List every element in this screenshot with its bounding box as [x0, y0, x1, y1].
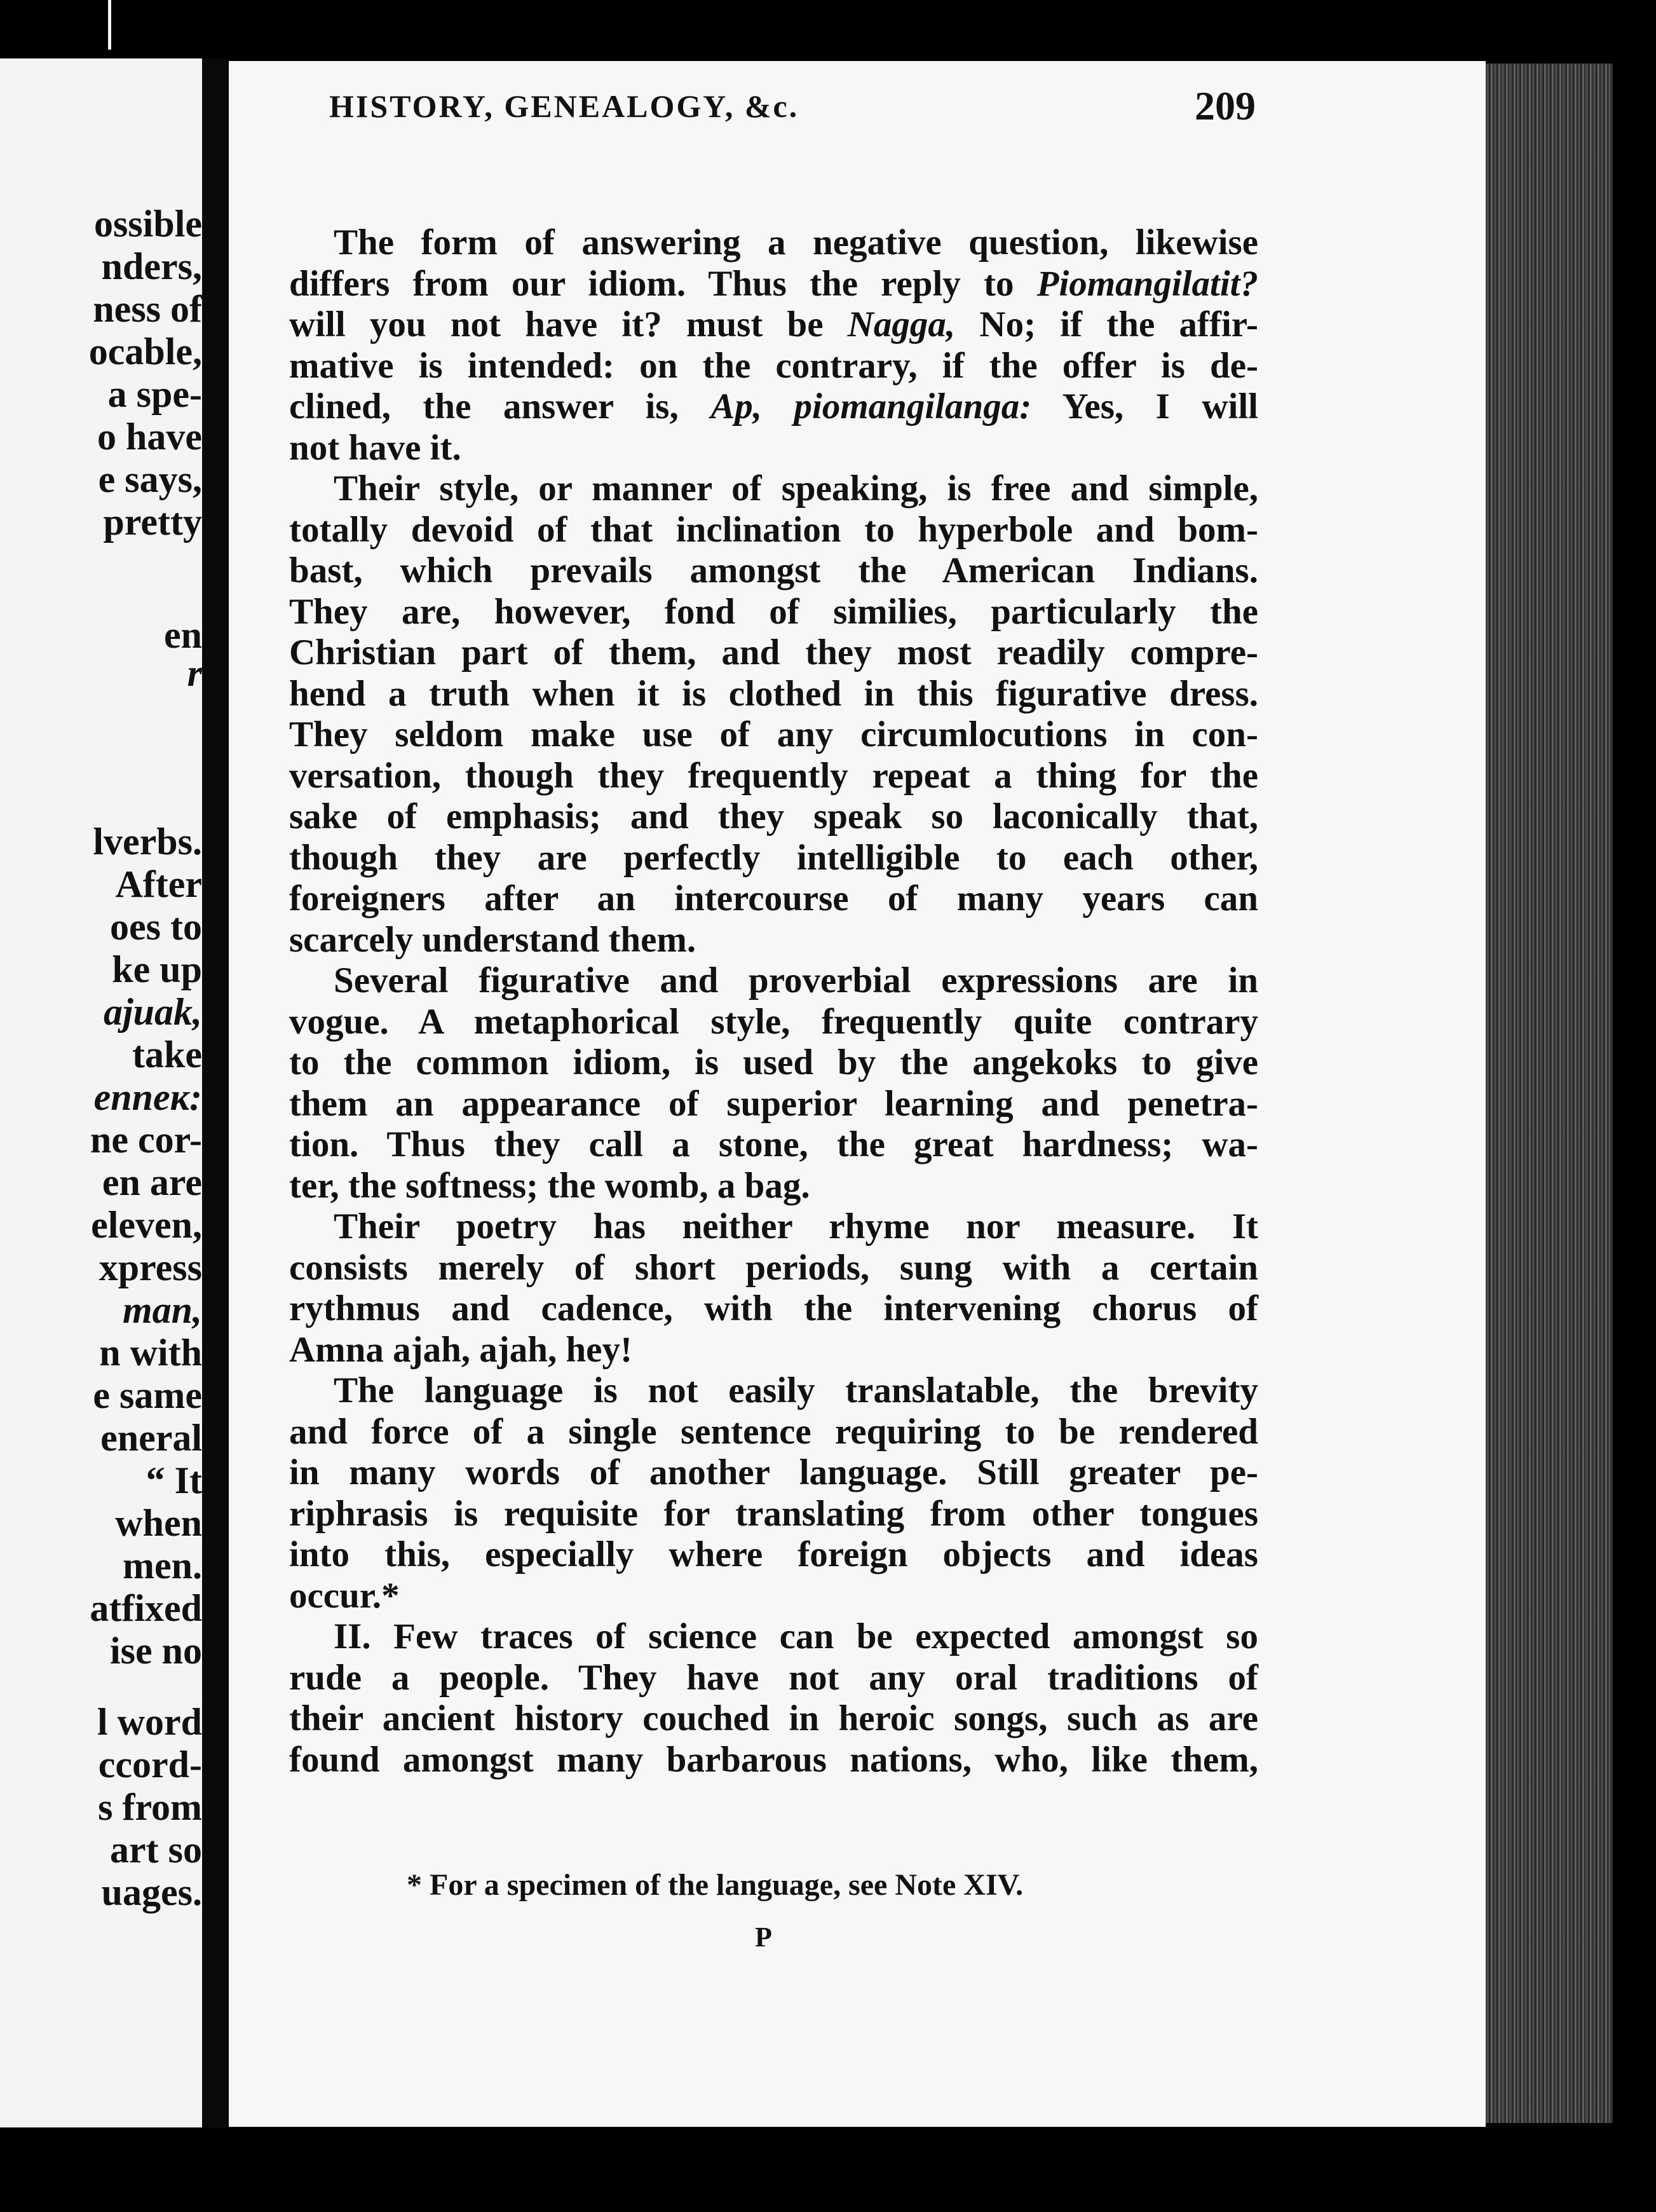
left-page-line: atfixed — [90, 1587, 202, 1629]
text-line — [289, 1330, 1258, 1371]
text-line — [289, 1452, 1258, 1494]
page-edges — [1486, 64, 1613, 2123]
italic-word: Piomangilatit? — [1036, 263, 1258, 304]
text-segment: will you not have it? must be — [289, 304, 848, 345]
left-page-line: uages. — [101, 1871, 202, 1913]
text-segment: Amna ajah, ajah, hey! — [289, 1329, 632, 1370]
text-segment: their ancient history couched in heroic songs, such as are — [289, 1698, 1258, 1738]
left-page-line: lverbs. — [93, 821, 202, 863]
text-line — [289, 386, 1258, 428]
text-line — [289, 674, 1258, 715]
text-segment: totally devoid of that inclination to hyperbole and bom- — [289, 509, 1258, 550]
text-line — [289, 1576, 1258, 1617]
text-segment: II. Few traces of science can be expected amongst so — [334, 1616, 1258, 1656]
left-page-line: ise no — [109, 1630, 202, 1672]
left-page-line: take — [132, 1034, 202, 1075]
left-page-line: “ It — [146, 1459, 202, 1501]
text-segment: in many words of another language. Still greater pe- — [289, 1452, 1258, 1492]
left-page-line: n with — [99, 1332, 202, 1374]
text-line — [289, 222, 1258, 264]
text-segment: Yes, I will — [1031, 386, 1258, 427]
text-line — [289, 304, 1258, 346]
text-segment: mative is intended: on the contrary, if the offer is de- — [289, 345, 1258, 386]
left-page-line: pretty — [103, 501, 202, 543]
text-line — [289, 428, 1258, 469]
text-line — [289, 1166, 1258, 1207]
left-page-line: ocable, — [88, 331, 202, 372]
left-page-line: ajuak, — [103, 991, 202, 1033]
text-segment: foreigners after an intercourse of many years can — [289, 878, 1258, 918]
text-segment: Christian part of them, and they most readily compre- — [289, 632, 1258, 672]
left-page-line: eneral — [100, 1417, 202, 1459]
text-segment: The language is not easily translatable, the brevity — [334, 1370, 1258, 1410]
text-line — [289, 1740, 1258, 1781]
text-segment: clined, the answer is, — [289, 386, 711, 427]
left-page-line: ne cor- — [90, 1119, 202, 1161]
text-segment: to the common idiom, is used by the angekoks to give — [289, 1042, 1258, 1082]
left-page-line: ness of — [93, 288, 202, 330]
text-segment: sake of emphasis; and they speak so laconically that, — [289, 796, 1258, 836]
text-line — [289, 1370, 1258, 1412]
left-page-line: en — [164, 614, 202, 656]
text-segment: riphrasis is requisite for translating from other tongues — [289, 1493, 1258, 1534]
left-page-line: en are — [102, 1161, 202, 1203]
text-segment: though they are perfectly intelligible to each other, — [289, 837, 1258, 878]
left-page-line: After — [115, 863, 202, 905]
text-line — [289, 346, 1258, 387]
text-line — [289, 1042, 1258, 1084]
text-line — [289, 1206, 1258, 1248]
text-line — [289, 510, 1258, 551]
text-segment: versation, though they frequently repeat a thing for the — [289, 755, 1258, 796]
text-segment: not have it. — [289, 427, 461, 468]
text-line — [289, 264, 1258, 305]
left-page-line: man, — [122, 1289, 202, 1331]
text-line — [289, 1412, 1258, 1453]
text-line — [289, 550, 1258, 592]
text-segment: bast, which prevails amongst the American Indians. — [289, 550, 1258, 591]
left-page-line: xpress — [98, 1246, 202, 1288]
running-head: HISTORY, GENEALOGY, &c. — [329, 88, 799, 124]
text-segment: rythmus and cadence, with the intervening chorus of — [289, 1288, 1258, 1328]
text-line — [289, 714, 1258, 756]
text-segment: Their style, or manner of speaking, is free and simple, — [334, 468, 1258, 509]
left-page-line: oes to — [110, 906, 202, 948]
text-segment: The form of answering a negative question, likewise — [334, 222, 1258, 263]
text-segment: They seldom make use of any circumlocutions in con- — [289, 714, 1258, 754]
text-line — [289, 1288, 1258, 1330]
left-page-fragment — [0, 58, 202, 2127]
text-segment: Several figurative and proverbial expressions are in — [334, 960, 1258, 1000]
text-line — [289, 796, 1258, 838]
left-page-line: eleven, — [91, 1204, 202, 1246]
text-line — [289, 632, 1258, 674]
left-page-line: s from — [98, 1786, 202, 1828]
body-text — [289, 222, 1258, 1780]
book-gutter — [202, 58, 227, 2127]
left-page-line: ccord- — [98, 1744, 202, 1785]
text-line — [289, 468, 1258, 510]
text-line — [289, 592, 1258, 633]
text-line — [289, 1534, 1258, 1576]
text-line — [289, 838, 1258, 879]
text-segment: found amongst many barbarous nations, who, like them, — [289, 1739, 1258, 1780]
footnote: * For a specimen of the language, see Note XIV. — [407, 1868, 1024, 1902]
signature-mark: P — [755, 1922, 772, 1953]
text-segment: Their poetry has neither rhyme nor measure. It — [334, 1206, 1258, 1246]
left-page-line: men. — [123, 1545, 202, 1587]
text-line — [289, 1658, 1258, 1699]
text-line — [289, 1084, 1258, 1125]
italic-word: Ap, piomangilanga: — [710, 386, 1032, 427]
text-segment: into this, especially where foreign objects and ideas — [289, 1534, 1258, 1574]
text-segment: ter, the softness; the womb, a bag. — [289, 1165, 810, 1206]
text-line — [289, 1616, 1258, 1658]
text-segment: scarcely understand them. — [289, 919, 696, 960]
text-segment: occur.* — [289, 1575, 400, 1616]
text-segment: vogue. A metaphorical style, frequently quite contrary — [289, 1001, 1258, 1042]
page-number: 209 — [1195, 83, 1256, 128]
left-page-line: enneк: — [93, 1076, 202, 1118]
italic-word: Nagga, — [847, 304, 956, 345]
left-page-line: art so — [110, 1829, 202, 1871]
text-line — [289, 1698, 1258, 1740]
text-line — [289, 920, 1258, 961]
left-page-line: l word — [97, 1701, 202, 1743]
left-page-line: a spe- — [107, 373, 202, 415]
left-page-line: ke up — [112, 948, 202, 990]
text-segment: tion. Thus they call a stone, the great hardness; wa- — [289, 1124, 1258, 1164]
text-segment: They are, however, fond of similies, particularly the — [289, 591, 1258, 632]
left-page-line: e same — [93, 1374, 202, 1416]
text-segment: and force of a single sentence requiring to be rendered — [289, 1411, 1258, 1452]
text-line — [289, 960, 1258, 1002]
text-line — [289, 1124, 1258, 1166]
left-page-line: o have — [97, 416, 202, 458]
left-page-line: nders, — [101, 245, 202, 287]
text-line — [289, 1248, 1258, 1289]
left-page-line: ossible — [93, 203, 202, 245]
text-segment: differs from our idiom. Thus the reply to — [289, 263, 1037, 304]
text-segment: them an appearance of superior learning and penetra- — [289, 1083, 1258, 1124]
text-segment: rude a people. They have not any oral traditions of — [289, 1657, 1258, 1698]
scan-artifact — [108, 0, 111, 50]
text-line — [289, 1002, 1258, 1043]
left-page-line: r — [187, 652, 202, 694]
text-line — [289, 756, 1258, 797]
text-line — [289, 1494, 1258, 1535]
text-line — [289, 878, 1258, 920]
left-page-line: e says, — [98, 458, 202, 500]
text-segment: No; if the affir- — [955, 304, 1258, 345]
text-segment: hend a truth when it is clothed in this figurative dress. — [289, 673, 1258, 714]
text-segment: consists merely of short periods, sung with a certain — [289, 1247, 1258, 1288]
left-page-line: when — [115, 1502, 202, 1544]
